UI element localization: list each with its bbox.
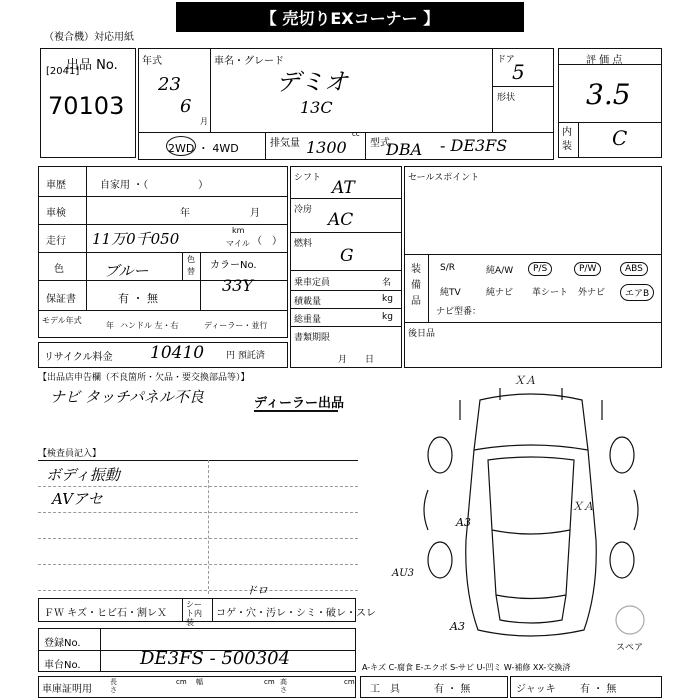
diagram-a3-low: A3 (450, 620, 465, 633)
displacement-cc: cc (352, 130, 360, 138)
warranty-label: 保証書 (46, 294, 76, 305)
year-label: 年式 (142, 56, 162, 67)
cert-height-cm: cm (344, 678, 355, 686)
after-date-label: 後日品 (408, 329, 436, 339)
equipment-item: エアB (620, 284, 654, 301)
sales-point-label: セールスポイント (408, 173, 480, 183)
doc-deadline-label: 書類期限 (294, 333, 331, 343)
header-title: 【 売切りEXコーナー 】 (260, 9, 440, 28)
diagram-x-right: ＸＡ (572, 500, 594, 513)
equipment-label: 装備品 (411, 264, 421, 307)
model-year-label: モデル年式 (42, 316, 82, 325)
year-value: 23 (158, 74, 181, 95)
jack-label: ジャッキ (516, 684, 556, 695)
car-grade: 13C (300, 98, 333, 117)
tools-label: 工 具 (370, 684, 400, 695)
ac-value: AC (328, 210, 354, 230)
mileage-mile: マイル (226, 239, 250, 248)
shift-value: AT (332, 178, 355, 198)
doors-label: ドア (497, 55, 515, 65)
interior-label: 内装 (562, 127, 572, 152)
legend-seat: シート内装 (186, 600, 202, 627)
history-label: 車歴 (46, 180, 66, 191)
model-year-unit: 年 (106, 321, 114, 330)
recycle-value: 10410 (150, 343, 205, 363)
store-report-label: 【出品店申告欄（不良箇所・欠品・要交換部品等）】 (38, 373, 250, 383)
dealer-stamp: ディーラー出品 (254, 396, 344, 411)
model-code: - DE3FS (440, 136, 508, 155)
color-label: 色 (54, 264, 64, 275)
colorno-label: カラーNo. (210, 260, 257, 271)
equipment-item: 外ナビ (578, 288, 606, 298)
capacity-unit: 名 (382, 278, 392, 288)
inspector-line2: AVアセ (52, 490, 103, 508)
gross-unit: kg (382, 312, 393, 322)
equipment-item: P/S (528, 262, 552, 276)
registration-label: 登録No. (44, 638, 81, 649)
equipment-item: S/R (440, 263, 455, 273)
equipment-item: ABS (620, 262, 648, 276)
recycle-label: リサイクル料金 (44, 352, 113, 363)
load-unit: kg (382, 294, 393, 304)
chassis-value: DE3FS - 500304 (140, 648, 291, 669)
displacement-label: 排気量 (270, 138, 300, 149)
legend-fw: ＦＷ キズ・ヒビ石・割レＸ (44, 608, 167, 619)
lot-sub: [2041] (46, 66, 80, 77)
inspector-label: 【検査員記入】 (38, 449, 102, 459)
color-change-label: 色替 (187, 255, 195, 276)
inspection-label: 車検 (46, 208, 66, 219)
shape-label: 形状 (497, 93, 516, 103)
color-value: ブルー (104, 262, 149, 280)
mileage-label: 走行 (46, 236, 66, 247)
month-value: 6 (180, 96, 192, 117)
recycle-unit: 円 預託済 (226, 351, 265, 361)
diagram-a-left: AU3 (392, 568, 415, 579)
load-label: 積載量 (294, 297, 322, 307)
fuel-label: 燃料 (294, 239, 313, 249)
codes: A-キズ C-腐食 E-エクボ S-サビ U-凹ミ W-補修 XX-交換済 (362, 663, 571, 672)
gross-label: 総重量 (294, 315, 322, 325)
mileage-km: km (232, 226, 245, 235)
drive-value: 2WD ・ 4WD (168, 142, 239, 155)
colorno-value: 33Y (222, 276, 253, 295)
certificate-label: 車庫証明用 (42, 684, 92, 695)
equipment-item: P/W (574, 262, 601, 276)
inspector-line1: ボディ振動 (46, 466, 120, 484)
dealer-options: ディーラー・並行 (204, 321, 268, 330)
rating-label: 評 価 点 (586, 55, 623, 66)
equipment-item: 純A/W (486, 266, 514, 276)
mileage-paren: （ ） (252, 236, 282, 247)
fuel-value: G (340, 246, 354, 266)
equipment-item: 純ナビ (486, 288, 514, 298)
equipment-item: 革シート (532, 288, 569, 298)
handle-options: ハンドル 左・右 (120, 321, 179, 330)
cert-width-cm: cm (264, 678, 275, 686)
cert-height: 高さ (280, 678, 287, 694)
doors-value: 5 (512, 60, 525, 84)
inspection-year: 年 (180, 208, 190, 219)
car-damage-diagram (400, 380, 662, 660)
interior-value: C (612, 126, 628, 150)
model-prefix: DBA (386, 140, 423, 159)
spare-label: スペア (616, 643, 644, 653)
equipment-item: 純TV (440, 288, 461, 298)
tools-options: 有 ・ 無 (434, 684, 471, 695)
diagram-dr: ドロ (246, 584, 268, 597)
lot-number: 70103 (48, 92, 125, 120)
navi-model: ナビ型番： (436, 307, 482, 317)
lot-label: 出品 No. (66, 58, 118, 73)
header-note: （複合機）対応用紙 (44, 32, 134, 43)
month-unit: 月 (200, 117, 208, 126)
car-name: デミオ (276, 68, 348, 96)
displacement-value: 1300 (306, 138, 347, 157)
mileage-value: 11万0千050 (92, 230, 180, 248)
capacity-label: 乗車定員 (294, 278, 331, 288)
diagram-a-top: ＸＡ (514, 374, 536, 387)
name-label: 車名・グレード (214, 56, 284, 67)
history-options: 自家用 ・（ ） (100, 180, 209, 191)
store-report-text: ナビ タッチパネル不良 (50, 388, 204, 406)
legend-rest: コゲ・穴・汚レ・シミ・破レ・スレ (216, 608, 376, 619)
warranty-options: 有 ・ 無 (118, 292, 158, 305)
jack-options: 有 ・ 無 (580, 684, 617, 695)
cert-length: 長さ (110, 678, 117, 694)
diagram-a3-mid: A3 (456, 516, 471, 529)
cert-length-cm: cm (176, 678, 187, 686)
shift-label: シフト (294, 173, 322, 183)
chassis-label: 車台No. (44, 660, 81, 671)
cert-width: 幅 (196, 678, 203, 686)
rating-score: 3.5 (586, 78, 631, 111)
inspection-month: 月 (250, 208, 260, 219)
model-label: 型式 (370, 138, 390, 149)
ac-label: 冷房 (294, 205, 313, 215)
doc-deadline-unit: 月 日 (338, 355, 375, 365)
